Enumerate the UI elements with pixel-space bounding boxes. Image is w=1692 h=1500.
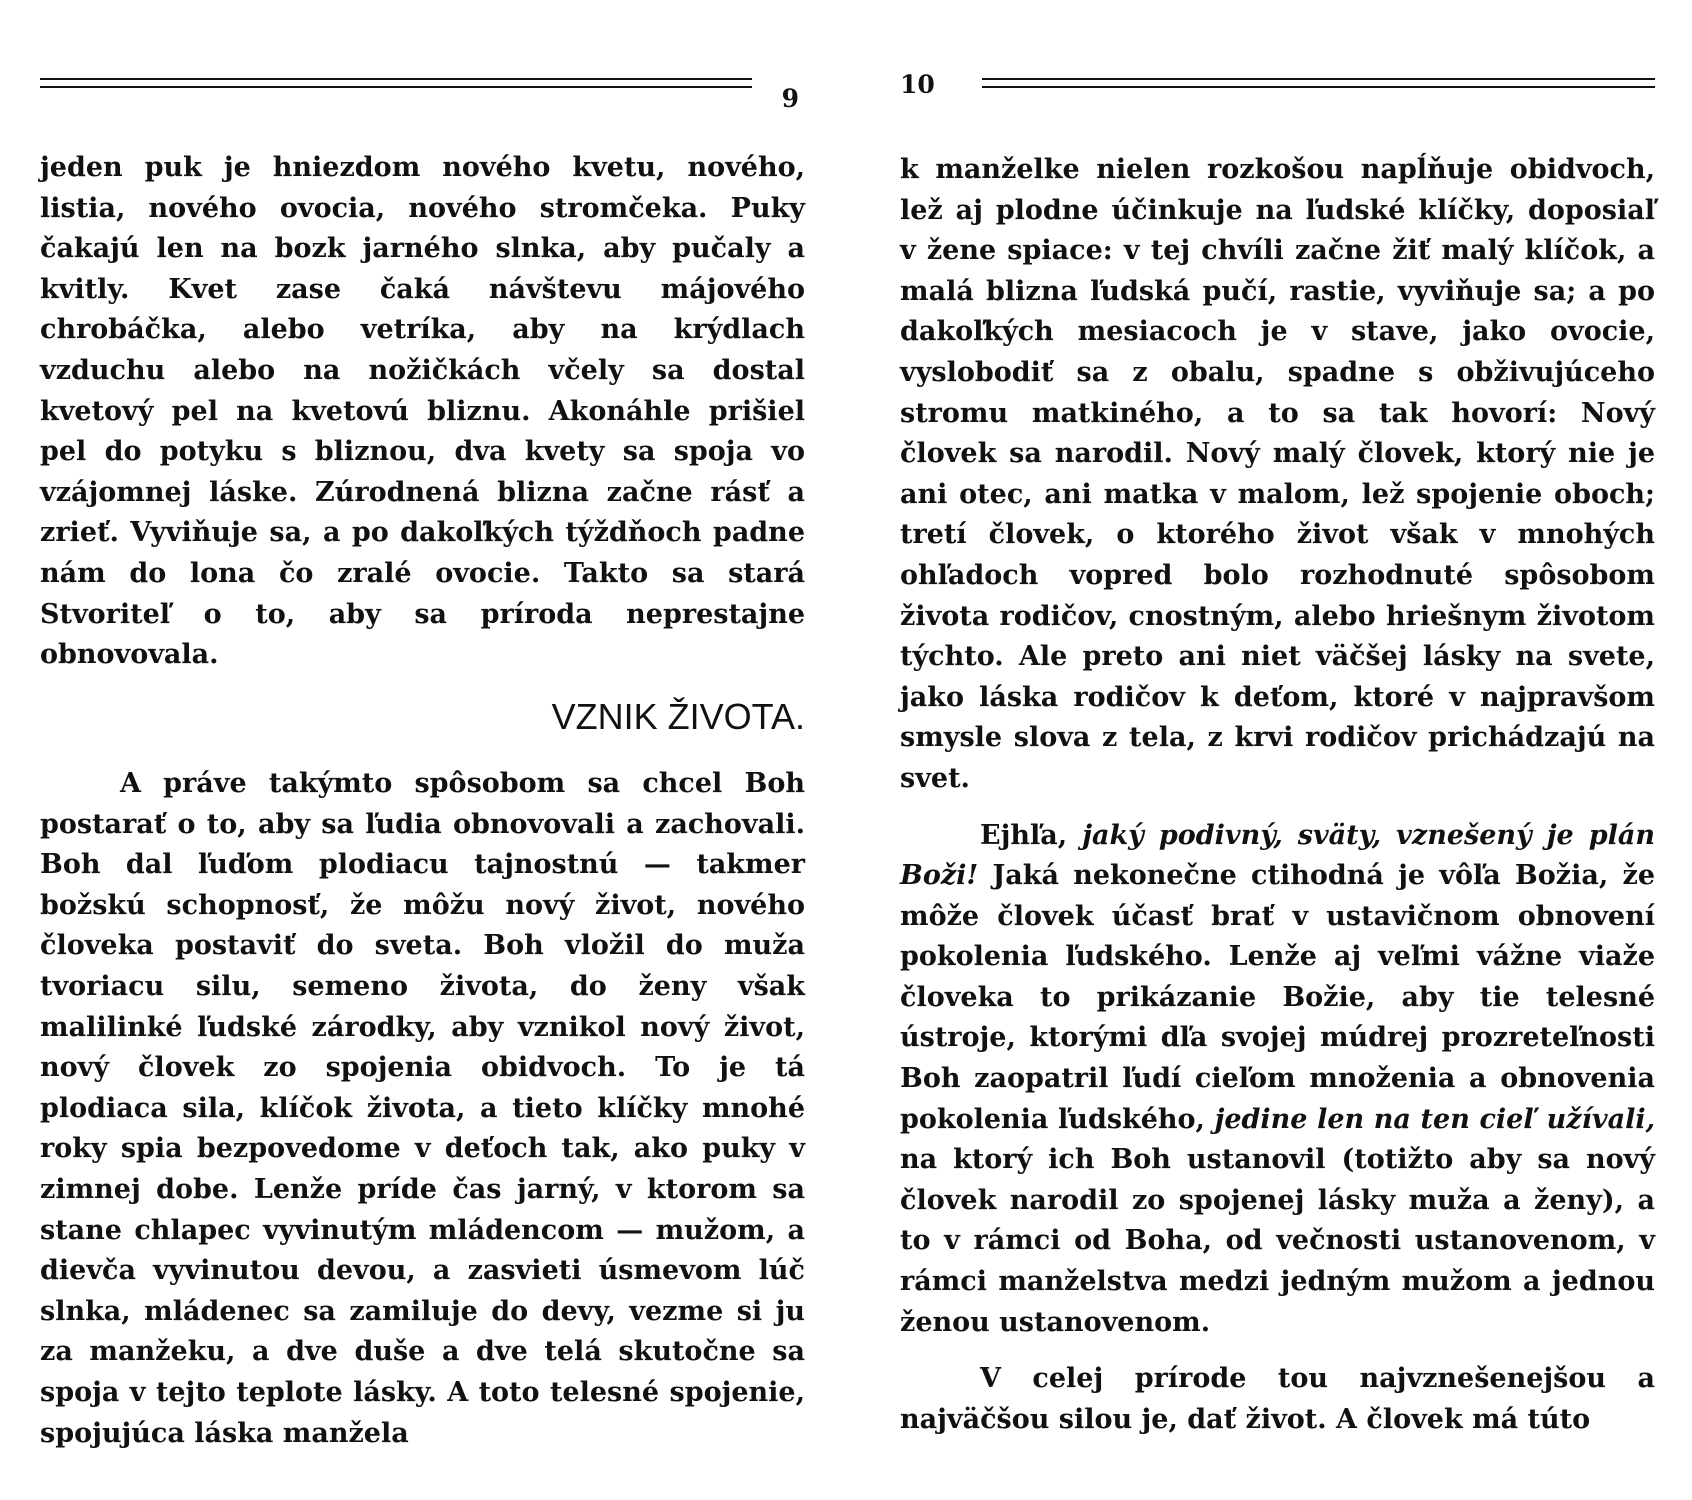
paragraph <box>900 816 1655 1344</box>
italic-run: jedine len na ten cieľ užívali, <box>1214 1103 1655 1135</box>
paragraph: V celej prírode tou najvznešenejšou a najväčšou silou je, dať život. A človek má túto <box>900 1363 1655 1435</box>
text-run: na ktorý ich Boh ustanovil (totižto aby sa nový človek narodil zo spojenej lásky muža a ženy), a to v rámci od Boha, od večnosti ustanovenom, v rámci manželstva medzi jedným mužom a jednou ženou ustanovenom. <box>900 1144 1655 1338</box>
page-number: 10 <box>900 70 935 99</box>
body-text <box>900 150 1655 1440</box>
paragraph: k manželke nielen rozkošou napĺňuje obidvoch, lež aj plodne účinkuje na ľudské klíčky, doposiaľ v žene spiace: v tej chvíli začne žiť malý klíčok, a malá blizna ľudská pučí, rastie, vyviňuje sa; a po dakoľkých mesiacoch je v stave, jako ovocie, vyslobodiť sa z obalu, spadne s obživujúceho stromu matkiného, a to sa tak hovorí: Nový človek sa narodil. Nový malý človek, ktorý nie je ani otec, ani matka v malom, lež spojenie oboch; tretí človek, o ktorého život však v mnohých ohľadoch vopred bolo rozhodnuté spôsobom života rodičov, cnostným, alebo hriešnym životom týchto. Ale preto ani niet väčšej lásky na svete, jako láska rodičov k deťom, ktoré v najpravšom smysle slova z tela, z krvi rodičov prichádzajú na svet. <box>900 154 1655 794</box>
italic-run: jaký podivný, sväty, vznešený je plán Boži! <box>900 819 1656 892</box>
body-text-bottom <box>40 764 805 1454</box>
page-number: 9 <box>781 84 799 113</box>
section-heading: VZNIK ŽIVOTA. <box>551 696 805 737</box>
paragraph: A práve takýmto spôsobom sa chcel Boh postarať o to, aby sa ľudia obnovovali a zachovali. Boh dal ľuďom plodiacu tajnostnú — takmer božskú schopnosť, že môžu nový život, nového človeka postaviť do sveta. Boh vložil do muža tvoriacu silu, semeno života, do ženy však malilinké ľudské zárodky, aby vznikol nový život, nový človek zo spojenia obidvoch. To je tá plodiaca sila, klíčok života, a tieto klíčky mnohé roky spia bezpovedome v deťoch tak, ako puky v zimnej dobe. Lenže príde čas jarný, v ktorom sa stane chlapec vyvinutým mládencom — mužom, a dievča vyvinutou devou, a zasvieti úsmevom lúč slnka, mládenec sa zamiluje do devy, vezme si ju za manžeku, a dve duše a dve telá skutočne sa spoja v tejto teplote lásky. A toto telesné spojenie, spojujúca láska manžela <box>40 768 805 1449</box>
body-text-top <box>40 148 805 676</box>
paragraph: jeden puk je hniezdom nového kvetu, nového, listia, nového ovocia, nového stromčeka. Puky čakajú len na bozk jarného slnka, aby pučaly a kvitly. Kvet zase čaká návštevu májového chrobáčka, alebo vetríka, aby na krýdlach vzduchu alebo na nožičkách včely sa dostal kvetový pel na kvetovú bliznu. Akonáhle prišiel pel do potyku s bliznou, dva kvety sa spoja vo vzájomnej láske. Zúrodnená blizna začne rásť a zrieť. Vyviňuje sa, a po dakoľkých týždňoch padne nám do lona čo zralé ovocie. Takto sa stará Stvoriteľ o to, aby sa príroda neprestajne obnovovala. <box>40 152 805 671</box>
header-rule <box>40 78 752 88</box>
text-run: Ejhľa, <box>980 819 1083 851</box>
header-rule <box>982 78 1655 88</box>
text-run: Jaká nekonečne ctihodná je vôľa Božia, že môže človek účasť brať v ustavičnom obnovení pokolenia ľudského. Lenže aj veľmi vážne viaže človeka to prikázanie Božie, aby tie telesné ústroje, ktorými dľa svojej múdrej prozreteľnosti Boh zaopatril ľudí cieľom množenia a obnovenia pokolenia ľudského, <box>900 860 1655 1135</box>
